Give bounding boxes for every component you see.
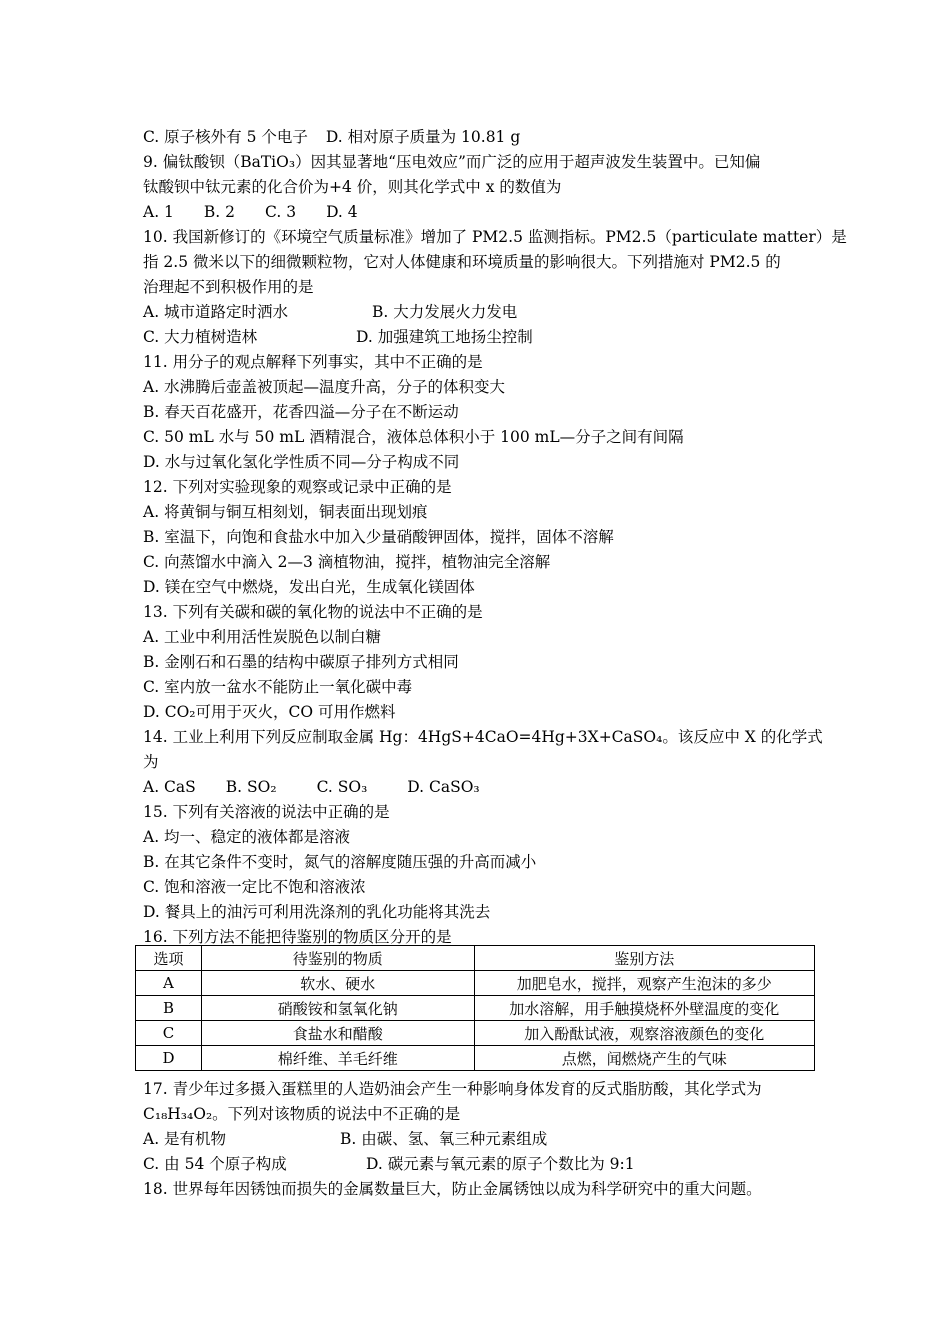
table-cell: 棉纤维、羊毛纤维 [201,1046,474,1071]
q18-stem: 18. 世界每年因锈蚀而损失的金属数量巨大，防止金属锈蚀以成为科学研究中的重大问题。 [143,1180,762,1198]
table-row [136,996,815,1021]
table-header-row [136,946,815,971]
q12-option-c: C. 向蒸馏水中滴入 2—3 滴植物油，搅拌，植物油完全溶解 [143,553,551,571]
q12-option-d: D. 镁在空气中燃烧，发出白光，生成氧化镁固体 [143,578,475,596]
q15-option-a: A. 均一、稳定的液体都是溶液 [143,828,351,846]
q14-stem-2: 为 [143,753,159,771]
option-d: D. 加强建筑工地扬尘控制 [356,328,533,346]
option-a: A. CaS [143,778,196,796]
q16-table [135,945,815,1071]
q15-stem: 15. 下列有关溶液的说法中正确的是 [143,803,390,821]
table-row [136,1046,815,1071]
option-c: C. SO₃ [316,778,368,796]
q11-option-c: C. 50 mL 水与 50 mL 酒精混合，液体总体积小于 100 mL—分子之间有间隔 [143,428,684,446]
option-b: B. 2 [203,203,236,221]
table-cell: 加肥皂水，搅拌，观察产生泡沫的多少 [474,971,815,996]
q17-options-ab [143,1129,548,1149]
q14-stem-1: 14. 工业上利用下列反应制取金属 Hg：4HgS+4CaO=4Hg+3X+CaSO₄。该反应中 X 的化学式 [143,728,823,746]
q15-option-d: D. 餐具上的油污可利用洗涤剂的乳化功能将其洗去 [143,903,491,921]
option-d: D. 相对原子质量为 10.81 g [325,128,521,146]
q13-stem: 13. 下列有关碳和碳的氧化物的说法中不正确的是 [143,603,483,621]
option-d: D. 碳元素与氧元素的原子个数比为 9:1 [366,1155,635,1173]
option-c: C. 由 54 个原子构成 [143,1155,287,1173]
table-cell: 点燃，闻燃烧产生的气味 [474,1046,815,1071]
line-q8-options [143,127,520,147]
table-row [136,1021,815,1046]
q10-options-ab [143,302,518,322]
q17-stem-1: 17. 青少年过多摄入蛋糕里的人造奶油会产生一种影响身体发育的反式脂肪酸，其化学式为 [143,1080,762,1098]
q13-option-d: D. CO₂可用于灭火，CO 可用作燃料 [143,703,396,721]
q11-option-b: B. 春天百花盛开，花香四溢—分子在不断运动 [143,403,459,421]
q12-stem: 12. 下列对实验现象的观察或记录中正确的是 [143,478,452,496]
table-row [136,971,815,996]
q12-option-b: B. 室温下，向饱和食盐水中加入少量硝酸钾固体，搅拌，固体不溶解 [143,528,614,546]
option-a: A. 1 [143,203,174,221]
table-cell: 加水溶解，用手触摸烧杯外壁温度的变化 [474,996,815,1021]
option-c: C. 3 [265,203,297,221]
q9-options [143,202,358,222]
q11-option-a: A. 水沸腾后壶盖被顶起—温度升高，分子的体积变大 [143,378,506,396]
q9-stem-1: 9. 偏钛酸钡（BaTiO₃）因其显著地“压电效应”而广泛的应用于超声波发生装置中。已知偏 [143,153,761,171]
q16-stem: 16. 下列方法不能把待鉴别的物质区分开的是 [143,928,452,946]
q13-option-b: B. 金刚石和石墨的结构中碳原子排列方式相同 [143,653,459,671]
option-a: A. 是有机物 [143,1130,227,1148]
option-d: D. 4 [326,203,358,221]
table-cell: A [136,971,202,996]
q17-options-cd [143,1154,635,1174]
table-cell: 加入酚酞试液，观察溶液颜色的变化 [474,1021,815,1046]
q15-option-b: B. 在其它条件不变时，氮气的溶解度随压强的升高而减小 [143,853,537,871]
table-cell: 硝酸铵和氢氧化钠 [201,996,474,1021]
q17-stem-2: C₁₈H₃₄O₂。下列对该物质的说法中不正确的是 [143,1105,461,1123]
option-c: C. 原子核外有 5 个电子 [143,128,308,146]
table-cell: C [136,1021,202,1046]
option-b: B. SO₂ [225,778,277,796]
option-b: B. 由碳、氢、氧三种元素组成 [340,1130,548,1148]
table-header: 鉴别方法 [474,946,815,971]
q10-options-cd [143,327,533,347]
option-a: A. 城市道路定时洒水 [143,303,289,321]
table-header: 选项 [136,946,202,971]
q12-option-a: A. 将黄铜与铜互相刻划，铜表面出现划痕 [143,503,428,521]
table-cell: 食盐水和醋酸 [201,1021,474,1046]
q10-stem-1: 10. 我国新修订的《环境空气质量标准》增加了 PM2.5 监测指标。PM2.5（particulate matter）是 [143,228,847,246]
option-c: C. 大力植树造林 [143,328,258,346]
q11-stem: 11. 用分子的观点解释下列事实，其中不正确的是 [143,353,483,371]
q15-option-c: C. 饱和溶液一定比不饱和溶液浓 [143,878,366,896]
q10-stem-3: 治理起不到积极作用的是 [143,278,314,296]
table-cell: D [136,1046,202,1071]
q13-option-a: A. 工业中利用活性炭脱色以制白糖 [143,628,382,646]
table-header: 待鉴别的物质 [201,946,474,971]
q10-stem-2: 指 2.5 微米以下的细微颗粒物，它对人体健康和环境质量的影响很大。下列措施对 PM2.5 的 [143,253,781,271]
option-d: D. CaSO₃ [407,778,480,796]
option-b: B. 大力发展火力发电 [372,303,518,321]
q14-options [143,777,480,797]
q9-stem-2: 钛酸钡中钛元素的化合价为+4 价，则其化学式中 x 的数值为 [143,178,562,196]
table-cell: B [136,996,202,1021]
q11-option-d: D. 水与过氧化氢化学性质不同—分子构成不同 [143,453,460,471]
table-cell: 软水、硬水 [201,971,474,996]
q13-option-c: C. 室内放一盆水不能防止一氧化碳中毒 [143,678,413,696]
